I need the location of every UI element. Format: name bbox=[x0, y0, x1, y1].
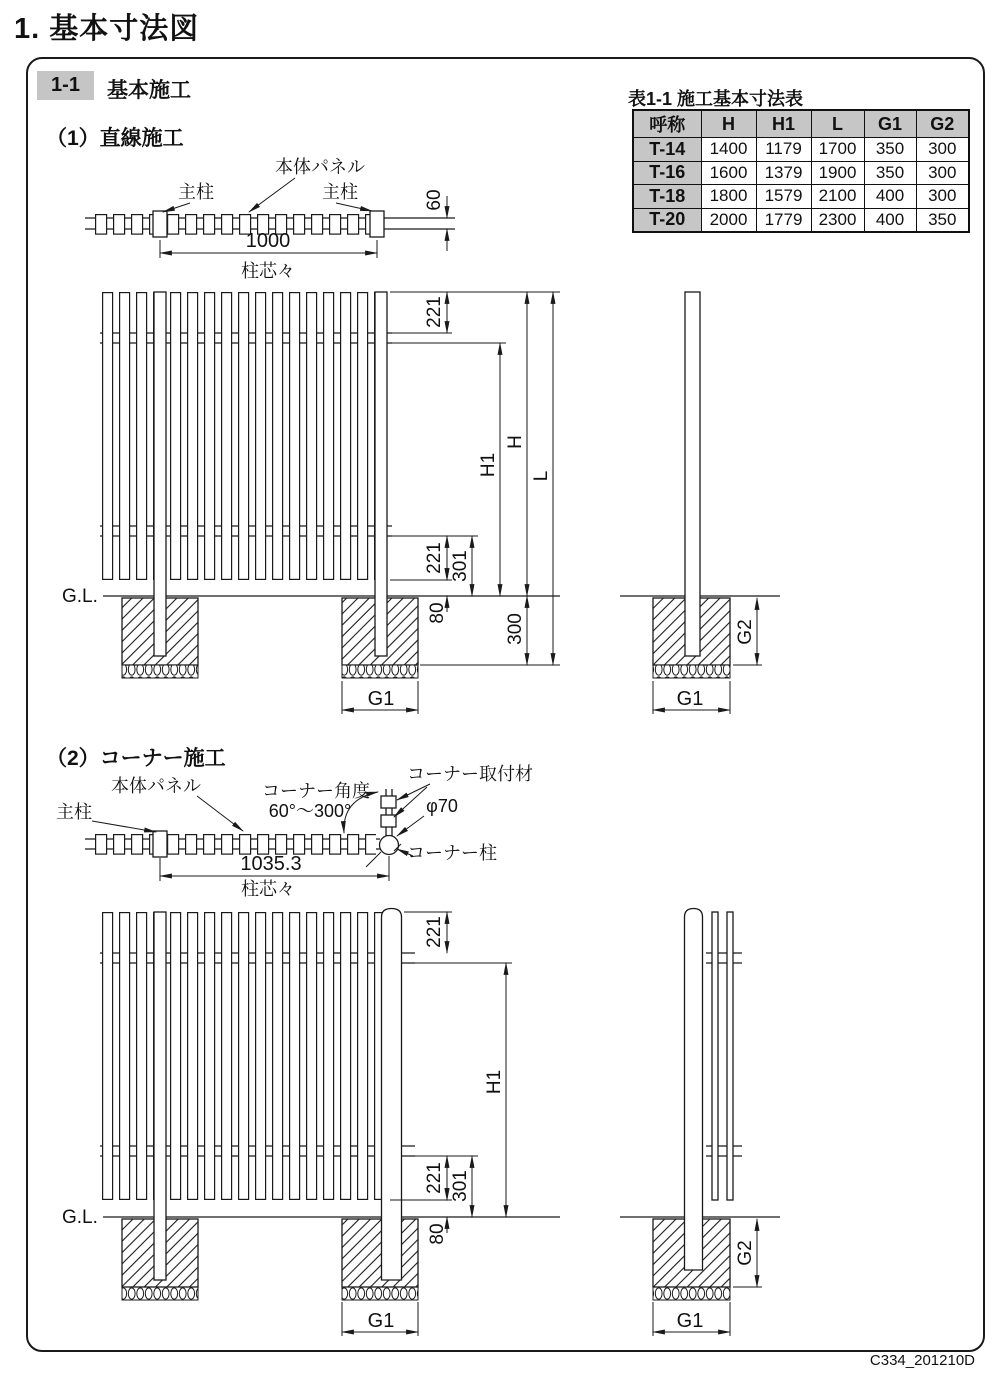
table-cell: 1900 bbox=[811, 161, 864, 185]
corner-post-side bbox=[685, 909, 703, 1271]
table-cell: 1800 bbox=[701, 185, 756, 209]
table-header: L bbox=[811, 110, 864, 138]
table-cell: 1700 bbox=[811, 138, 864, 162]
panel-slats-plan bbox=[95, 834, 376, 855]
gravel-left bbox=[122, 665, 198, 678]
gravel-left bbox=[122, 1287, 198, 1300]
table-cell: 1600 bbox=[701, 161, 756, 185]
section-title: 基本施工 bbox=[107, 79, 191, 102]
main-post-plan bbox=[153, 211, 167, 237]
label-diameter-70: φ70 bbox=[426, 796, 458, 816]
main-post-side bbox=[685, 292, 700, 656]
dim-h1: H1 bbox=[484, 1069, 505, 1095]
table-header: H bbox=[701, 110, 756, 138]
dim-width-1000: 1000 bbox=[245, 230, 291, 252]
main-post bbox=[375, 292, 387, 656]
foundation-right bbox=[342, 1219, 418, 1287]
dim-top-gap-221: 221 bbox=[424, 296, 445, 328]
slat-edge bbox=[712, 912, 718, 1200]
dimension-table-title: 表1-1 施工基本寸法表 bbox=[628, 89, 804, 109]
page-title: 1. 基本寸法図 bbox=[14, 13, 200, 45]
main-post-plan bbox=[153, 831, 167, 857]
table-header: G2 bbox=[916, 110, 969, 138]
gravel bbox=[653, 1287, 730, 1300]
dim-clearance-80: 80 bbox=[427, 602, 448, 624]
table-cell: 1400 bbox=[701, 138, 756, 162]
side-view-straight bbox=[620, 292, 780, 714]
ground-level-label: G.L. bbox=[62, 1207, 98, 1228]
dim-width-1035: 1035.3 bbox=[240, 853, 302, 875]
main-post-plan bbox=[370, 211, 384, 237]
main-post bbox=[154, 912, 166, 1280]
main-post bbox=[154, 292, 166, 656]
table-cell: T-16 bbox=[633, 161, 701, 185]
dim-clearance-80: 80 bbox=[427, 1223, 448, 1245]
dim-g1: G1 bbox=[676, 688, 704, 710]
dim-bottom-gap-221: 221 bbox=[424, 1162, 445, 1194]
side-view-corner bbox=[620, 909, 780, 1337]
table-cell: T-18 bbox=[633, 185, 701, 209]
dim-embed-300: 300 bbox=[505, 613, 526, 645]
table-cell: 2000 bbox=[701, 208, 756, 232]
table-cell: 1379 bbox=[756, 161, 811, 185]
document-code: C334_201210D bbox=[869, 1352, 975, 1369]
subsection2-heading: （2）コーナー施工 bbox=[46, 747, 226, 770]
label-panel: 本体パネル bbox=[275, 157, 365, 177]
table-cell: 1779 bbox=[756, 208, 811, 232]
dim-h1: H1 bbox=[478, 452, 499, 478]
slat-edge bbox=[727, 912, 733, 1200]
dim-thickness-60: 60 bbox=[424, 189, 445, 211]
table-cell: 400 bbox=[864, 208, 916, 232]
subsection1-heading: （1）直線施工 bbox=[46, 127, 184, 150]
label-corner-angle-2: 60°～300° bbox=[268, 801, 352, 821]
label-main-post: 主柱 bbox=[56, 802, 92, 822]
corner-bracket bbox=[381, 815, 396, 827]
table-cell: 300 bbox=[916, 161, 969, 185]
label-main-post-left: 主柱 bbox=[178, 182, 214, 202]
gravel-right bbox=[342, 665, 418, 678]
plan-view-straight bbox=[85, 157, 455, 281]
table-cell: 300 bbox=[916, 185, 969, 209]
label-corner-angle-1: コーナー角度 bbox=[262, 781, 370, 801]
table-cell: T-14 bbox=[633, 138, 701, 162]
label-panel: 本体パネル bbox=[111, 776, 201, 796]
table-header: 呼称 bbox=[633, 110, 701, 138]
table-cell: 1579 bbox=[756, 185, 811, 209]
panel-slats-elevation bbox=[102, 292, 385, 580]
table-cell: 2300 bbox=[811, 208, 864, 232]
corner-post bbox=[382, 909, 402, 1281]
dim-width-note: 柱芯々 bbox=[241, 879, 295, 899]
dim-top-gap-221: 221 bbox=[424, 916, 445, 948]
elevation-straight bbox=[62, 292, 560, 714]
label-corner-bracket: コーナー取付材 bbox=[407, 764, 533, 784]
dim-g2: G2 bbox=[735, 1240, 756, 1266]
dim-width-note: 柱芯々 bbox=[241, 261, 295, 281]
table-cell: 2100 bbox=[811, 185, 864, 209]
dim-l: L bbox=[531, 470, 552, 482]
corner-post-plan bbox=[380, 836, 399, 855]
ground-level-label: G.L. bbox=[62, 586, 98, 607]
gravel-right bbox=[342, 1287, 418, 1300]
elevation-corner bbox=[62, 909, 560, 1337]
panel-slats-plan bbox=[95, 214, 376, 235]
gravel bbox=[653, 665, 730, 678]
table-cell: 350 bbox=[864, 138, 916, 162]
table-cell: 400 bbox=[864, 185, 916, 209]
table-cell: 300 bbox=[916, 138, 969, 162]
table-cell: T-20 bbox=[633, 208, 701, 232]
corner-bracket bbox=[381, 796, 396, 808]
dim-g2: G2 bbox=[735, 619, 756, 645]
table-cell: 1179 bbox=[756, 138, 811, 162]
plan-view-corner bbox=[56, 764, 533, 899]
label-corner-post: コーナー柱 bbox=[407, 843, 497, 863]
dim-g1: G1 bbox=[367, 688, 395, 710]
dim-g1: G1 bbox=[367, 1310, 395, 1332]
table-cell: 350 bbox=[864, 161, 916, 185]
table-header: G1 bbox=[864, 110, 916, 138]
label-main-post-right: 主柱 bbox=[322, 182, 358, 202]
dim-h: H bbox=[505, 435, 526, 449]
dim-g1: G1 bbox=[676, 1310, 704, 1332]
dim-bottom-gap-221: 221 bbox=[424, 542, 445, 574]
table-cell: 350 bbox=[916, 208, 969, 232]
panel-slats-elevation bbox=[102, 912, 385, 1200]
dim-rail-gl-301: 301 bbox=[450, 550, 471, 582]
dim-rail-gl-301: 301 bbox=[450, 1170, 471, 1202]
section-badge: 1-1 bbox=[37, 71, 94, 100]
table-header: H1 bbox=[756, 110, 811, 138]
